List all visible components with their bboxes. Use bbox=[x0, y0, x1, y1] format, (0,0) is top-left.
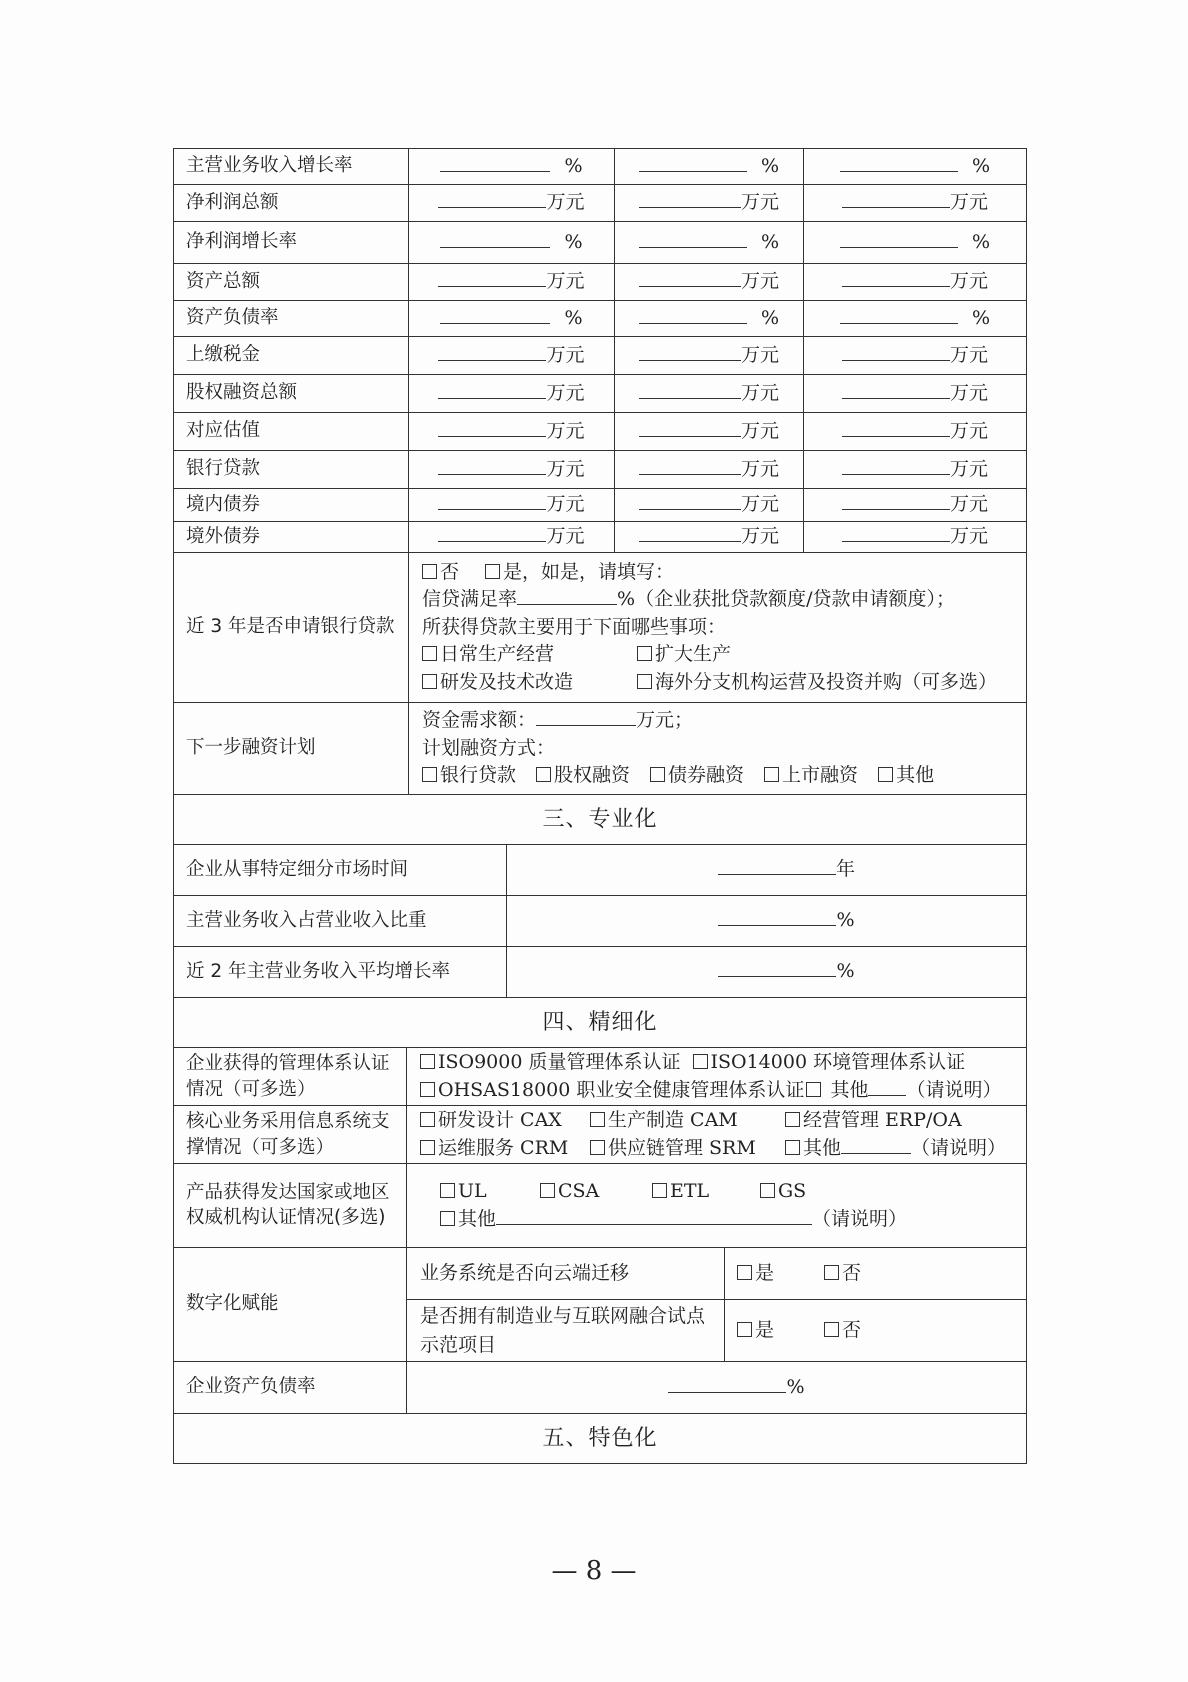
value-cell bbox=[615, 413, 804, 451]
value-input[interactable] bbox=[842, 381, 950, 399]
unit-text: 万元 bbox=[740, 343, 779, 366]
option-label: 扩大生产 bbox=[655, 643, 732, 666]
rate-note: %（企业获批贷款额度/贷款申请额度）； bbox=[617, 588, 955, 611]
option-label: 是 bbox=[755, 1261, 775, 1284]
method-option bbox=[764, 762, 858, 790]
checkbox[interactable] bbox=[760, 1183, 775, 1198]
option-item bbox=[785, 1135, 841, 1163]
checkbox[interactable] bbox=[536, 767, 551, 782]
table-row bbox=[174, 413, 1027, 451]
value-input[interactable] bbox=[438, 343, 546, 361]
value-cell bbox=[615, 264, 804, 301]
table-row bbox=[174, 185, 1027, 222]
checkbox[interactable] bbox=[785, 1112, 800, 1127]
value-input[interactable] bbox=[438, 524, 546, 542]
checkbox[interactable] bbox=[422, 646, 437, 661]
unit-text: % bbox=[836, 960, 855, 983]
digital-q2: 是否拥有制造业与互联网融合试点示范项目 bbox=[407, 1300, 725, 1362]
option-label: 是 bbox=[755, 1318, 775, 1341]
option-label: 其他 bbox=[896, 764, 935, 787]
unit-text: 万元 bbox=[740, 493, 779, 516]
value-cell bbox=[409, 264, 615, 301]
checkbox[interactable] bbox=[637, 674, 652, 689]
value-cell bbox=[409, 222, 615, 264]
value-cell bbox=[409, 185, 615, 222]
value-input[interactable] bbox=[639, 381, 741, 399]
value-cell bbox=[615, 301, 804, 337]
unit-text: 万元 bbox=[546, 381, 585, 404]
value-cell bbox=[507, 896, 1027, 947]
table-row bbox=[174, 845, 1027, 896]
mgmt-label: 企业获得的管理体系认证情况（可多选） bbox=[174, 1048, 407, 1106]
unit-text: 万元 bbox=[546, 457, 585, 480]
option-label: 海外分支机构运营及投资并购（可多选） bbox=[655, 670, 998, 693]
unit-text: 万元 bbox=[949, 343, 988, 366]
unit-text: 万元 bbox=[949, 493, 988, 516]
value-cell bbox=[615, 222, 804, 264]
checkbox[interactable] bbox=[440, 1211, 455, 1226]
value-input[interactable] bbox=[639, 190, 741, 208]
checkbox[interactable] bbox=[806, 1082, 821, 1097]
digital-q1: 业务系统是否向云端迁移 bbox=[407, 1248, 725, 1300]
value-cell bbox=[804, 185, 1027, 222]
unit-text: 万元 bbox=[546, 343, 585, 366]
table-row bbox=[174, 947, 1027, 998]
unit-text: 万元 bbox=[546, 525, 585, 548]
option-label: 供应链管理 SRM bbox=[608, 1136, 756, 1159]
cert-options bbox=[440, 1178, 1018, 1206]
option-label: 是 bbox=[503, 560, 523, 583]
unit-text: 万元 bbox=[949, 191, 988, 214]
other-input[interactable] bbox=[868, 1078, 906, 1096]
unit-text: % bbox=[760, 154, 780, 177]
row-label: 境内债券 bbox=[174, 489, 409, 522]
debt-input[interactable] bbox=[668, 1375, 786, 1393]
section-title: 五、特色化 bbox=[174, 1414, 1027, 1464]
info-options-row bbox=[420, 1135, 1018, 1163]
option-item bbox=[590, 1135, 785, 1163]
checkbox[interactable] bbox=[422, 564, 437, 579]
value-cell bbox=[615, 489, 804, 522]
option-item bbox=[420, 1135, 590, 1163]
table-row bbox=[174, 489, 1027, 522]
checkbox[interactable] bbox=[590, 1112, 605, 1127]
note-text: （请说明） bbox=[812, 1207, 908, 1230]
value-cell bbox=[409, 413, 615, 451]
checkbox[interactable] bbox=[764, 767, 779, 782]
unit-text: 万元 bbox=[546, 270, 585, 293]
table-row bbox=[174, 264, 1027, 301]
option-label: 研发及技术改造 bbox=[440, 670, 574, 693]
option-item bbox=[420, 1107, 590, 1135]
section4-table bbox=[173, 1047, 1027, 1464]
value-cell bbox=[804, 375, 1027, 413]
option-label: UL bbox=[458, 1179, 487, 1202]
value-input[interactable] bbox=[639, 306, 747, 324]
value-input[interactable] bbox=[440, 230, 550, 248]
value-input[interactable] bbox=[438, 381, 546, 399]
value-cell bbox=[615, 375, 804, 413]
checkbox[interactable] bbox=[440, 1183, 455, 1198]
unit-text: % bbox=[564, 306, 583, 329]
value-input[interactable] bbox=[639, 269, 741, 287]
use-label: 所获得贷款主要用于下面哪些事项： bbox=[422, 615, 727, 638]
checkbox[interactable] bbox=[878, 767, 893, 782]
row-label: 对应估值 bbox=[174, 413, 409, 451]
option-item bbox=[440, 1178, 540, 1206]
unit-text: % bbox=[760, 306, 780, 329]
checkbox[interactable] bbox=[824, 1265, 839, 1280]
unit-text: 年 bbox=[835, 858, 855, 881]
option-label: GS bbox=[778, 1179, 807, 1202]
value-input[interactable] bbox=[718, 857, 836, 875]
table-row bbox=[174, 222, 1027, 264]
value-input[interactable] bbox=[639, 419, 741, 437]
checkbox[interactable] bbox=[420, 1140, 435, 1155]
table-row bbox=[174, 896, 1027, 947]
row-label: 主营业务收入增长率 bbox=[174, 149, 409, 185]
method-option bbox=[536, 762, 630, 790]
option-label: 债券融资 bbox=[668, 764, 745, 787]
table-row bbox=[174, 375, 1027, 413]
cert-label: 产品获得发达国家或地区权威机构认证情况(多选) bbox=[174, 1164, 407, 1248]
unit-text: % bbox=[564, 230, 583, 253]
value-cell bbox=[804, 489, 1027, 522]
value-cell bbox=[804, 337, 1027, 375]
section-title: 三、专业化 bbox=[174, 795, 1027, 845]
section3-table bbox=[173, 844, 1027, 1048]
value-input[interactable] bbox=[842, 457, 950, 475]
checkbox[interactable] bbox=[652, 1183, 667, 1198]
unit-text: 万元 bbox=[740, 457, 779, 480]
method-options bbox=[422, 762, 1018, 790]
other-input[interactable] bbox=[496, 1207, 812, 1225]
value-cell bbox=[804, 222, 1027, 264]
info-label: 核心业务采用信息系统支撑情况（可多选） bbox=[174, 1106, 407, 1164]
option-label: 否 bbox=[842, 1261, 862, 1284]
option-label: 生产制造 CAM bbox=[608, 1108, 738, 1131]
value-cell bbox=[507, 845, 1027, 896]
method-option bbox=[422, 762, 516, 790]
option-label: 其他 bbox=[803, 1136, 842, 1159]
unit-text: 万元 bbox=[740, 270, 779, 293]
option-label: 否 bbox=[440, 560, 460, 583]
unit-text: % bbox=[971, 154, 991, 177]
option-item bbox=[540, 1178, 652, 1206]
option-label: 其他 bbox=[830, 1078, 869, 1101]
value-cell bbox=[409, 375, 615, 413]
unit-text: 万元 bbox=[546, 493, 585, 516]
option-label: 运维服务 CRM bbox=[438, 1136, 569, 1159]
unit-text: % bbox=[836, 909, 855, 932]
checkbox[interactable] bbox=[737, 1265, 752, 1280]
row-label: 净利润总额 bbox=[174, 185, 409, 222]
row-label: 主营业务收入占营业收入比重 bbox=[174, 896, 507, 947]
value-input[interactable] bbox=[718, 908, 836, 926]
value-input[interactable] bbox=[438, 190, 546, 208]
option-label: 上市融资 bbox=[782, 764, 859, 787]
debt-label: 企业资产负债率 bbox=[174, 1362, 407, 1414]
option-label: ISO9000 质量管理体系认证 bbox=[438, 1050, 681, 1073]
unit-text: 万元 bbox=[949, 525, 988, 548]
value-cell bbox=[804, 264, 1027, 301]
table-row bbox=[174, 522, 1027, 553]
unit-text: 万元 bbox=[740, 525, 779, 548]
value-input[interactable] bbox=[639, 154, 747, 172]
page-number: — 8 — bbox=[551, 1556, 637, 1586]
option-label: 经营管理 ERP/OA bbox=[803, 1108, 962, 1131]
unit-text: 万元 bbox=[949, 270, 988, 293]
option-item bbox=[652, 1178, 760, 1206]
option-label: 其他 bbox=[458, 1207, 497, 1230]
value-cell bbox=[409, 301, 615, 337]
next-finance-label: 下一步融资计划 bbox=[174, 703, 409, 795]
option-label: 研发设计 CAX bbox=[438, 1108, 562, 1131]
unit-text: 万元 bbox=[740, 419, 779, 442]
value-cell bbox=[507, 947, 1027, 998]
finance-table bbox=[173, 552, 1027, 845]
value-cell bbox=[615, 451, 804, 489]
option-label: 日常生产经营 bbox=[440, 643, 555, 666]
value-input[interactable] bbox=[438, 269, 546, 287]
row-label: 银行贷款 bbox=[174, 451, 409, 489]
amount-unit: 万元； bbox=[636, 709, 694, 732]
table-row bbox=[174, 451, 1027, 489]
method-label: 计划融资方式： bbox=[422, 736, 556, 759]
row-label: 净利润增长率 bbox=[174, 222, 409, 264]
note-text: （请说明） bbox=[911, 1136, 1007, 1159]
note-text: ，如是，请填写： bbox=[522, 560, 675, 583]
option-label: OHSAS18000 职业安全健康管理体系认证 bbox=[438, 1078, 805, 1101]
value-input[interactable] bbox=[440, 306, 550, 324]
unit-text: % bbox=[971, 230, 991, 253]
unit-text: 万元 bbox=[949, 419, 988, 442]
value-input[interactable] bbox=[842, 343, 950, 361]
unit-text: 万元 bbox=[740, 381, 779, 404]
bank-loan-label: 近 3 年是否申请银行贷款 bbox=[174, 553, 409, 703]
value-input[interactable] bbox=[438, 419, 546, 437]
method-option bbox=[650, 762, 744, 790]
option-label: CSA bbox=[558, 1179, 600, 1202]
unit-text: % bbox=[760, 230, 780, 253]
value-cell bbox=[615, 149, 804, 185]
value-input[interactable] bbox=[438, 457, 546, 475]
value-cell bbox=[615, 337, 804, 375]
table-row bbox=[174, 301, 1027, 337]
amount-input[interactable] bbox=[536, 708, 636, 726]
row-label: 企业从事特定细分市场时间 bbox=[174, 845, 507, 896]
form-page bbox=[173, 148, 1026, 1464]
checkbox[interactable] bbox=[420, 1054, 435, 1069]
info-options-row bbox=[420, 1107, 1018, 1135]
value-input[interactable] bbox=[842, 190, 950, 208]
unit-text: % bbox=[564, 154, 583, 177]
value-input[interactable] bbox=[440, 154, 550, 172]
value-cell bbox=[409, 522, 615, 553]
option-label: 银行贷款 bbox=[440, 764, 517, 787]
value-cell bbox=[804, 451, 1027, 489]
value-input[interactable] bbox=[840, 230, 958, 248]
checkbox[interactable] bbox=[693, 1054, 708, 1069]
row-label: 近 2 年主营业务收入平均增长率 bbox=[174, 947, 507, 998]
unit-text: 万元 bbox=[949, 381, 988, 404]
checkbox[interactable] bbox=[422, 767, 437, 782]
option-label: 否 bbox=[842, 1318, 862, 1341]
value-input[interactable] bbox=[639, 343, 741, 361]
value-cell bbox=[615, 185, 804, 222]
value-input[interactable] bbox=[842, 524, 950, 542]
option-label: ETL bbox=[670, 1179, 710, 1202]
value-cell bbox=[409, 149, 615, 185]
row-label: 股权融资总额 bbox=[174, 375, 409, 413]
value-cell bbox=[804, 149, 1027, 185]
value-input[interactable] bbox=[718, 959, 836, 977]
option-item bbox=[590, 1107, 785, 1135]
rate-input[interactable] bbox=[517, 587, 617, 605]
value-cell bbox=[409, 489, 615, 522]
value-input[interactable] bbox=[639, 492, 741, 510]
checkbox[interactable] bbox=[485, 564, 500, 579]
value-cell bbox=[804, 301, 1027, 337]
checkbox[interactable] bbox=[590, 1140, 605, 1155]
option-item bbox=[760, 1178, 806, 1206]
section-title: 四、精细化 bbox=[174, 998, 1027, 1048]
option-label: ISO14000 环境管理体系认证 bbox=[710, 1050, 966, 1073]
value-input[interactable] bbox=[639, 457, 741, 475]
value-input[interactable] bbox=[639, 230, 747, 248]
unit-text: 万元 bbox=[546, 191, 585, 214]
table-row bbox=[174, 337, 1027, 375]
row-label: 资产总额 bbox=[174, 264, 409, 301]
other-input[interactable] bbox=[841, 1136, 911, 1154]
value-cell bbox=[409, 337, 615, 375]
checkbox[interactable] bbox=[650, 767, 665, 782]
unit-text: 万元 bbox=[546, 419, 585, 442]
method-option bbox=[878, 762, 934, 790]
row-label: 资产负债率 bbox=[174, 301, 409, 337]
table-row bbox=[174, 149, 1027, 185]
checkbox[interactable] bbox=[824, 1322, 839, 1337]
value-cell bbox=[615, 522, 804, 553]
checkbox[interactable] bbox=[637, 646, 652, 661]
option-label: 股权融资 bbox=[554, 764, 631, 787]
value-cell bbox=[804, 413, 1027, 451]
checkbox[interactable] bbox=[420, 1112, 435, 1127]
value-input[interactable] bbox=[438, 492, 546, 510]
value-cell bbox=[804, 522, 1027, 553]
checkbox[interactable] bbox=[785, 1140, 800, 1155]
financial-table bbox=[173, 148, 1027, 553]
checkbox[interactable] bbox=[737, 1322, 752, 1337]
checkbox[interactable] bbox=[540, 1183, 555, 1198]
note-text: （请说明） bbox=[906, 1078, 1002, 1101]
unit-text: 万元 bbox=[949, 457, 988, 480]
value-input[interactable] bbox=[840, 154, 958, 172]
unit-text: % bbox=[786, 1375, 805, 1398]
row-label: 境外债券 bbox=[174, 522, 409, 553]
value-input[interactable] bbox=[842, 419, 950, 437]
value-input[interactable] bbox=[639, 524, 741, 542]
value-cell bbox=[409, 451, 615, 489]
value-input[interactable] bbox=[842, 492, 950, 510]
checkbox[interactable] bbox=[420, 1082, 435, 1097]
value-input[interactable] bbox=[840, 306, 958, 324]
unit-text: 万元 bbox=[740, 191, 779, 214]
amount-label: 资金需求额： bbox=[422, 709, 537, 732]
value-input[interactable] bbox=[842, 269, 950, 287]
option-item bbox=[785, 1107, 962, 1135]
row-label: 上缴税金 bbox=[174, 337, 409, 375]
checkbox[interactable] bbox=[422, 674, 437, 689]
digital-label: 数字化赋能 bbox=[174, 1248, 407, 1362]
rate-label: 信贷满足率 bbox=[422, 588, 518, 611]
unit-text: % bbox=[971, 306, 991, 329]
